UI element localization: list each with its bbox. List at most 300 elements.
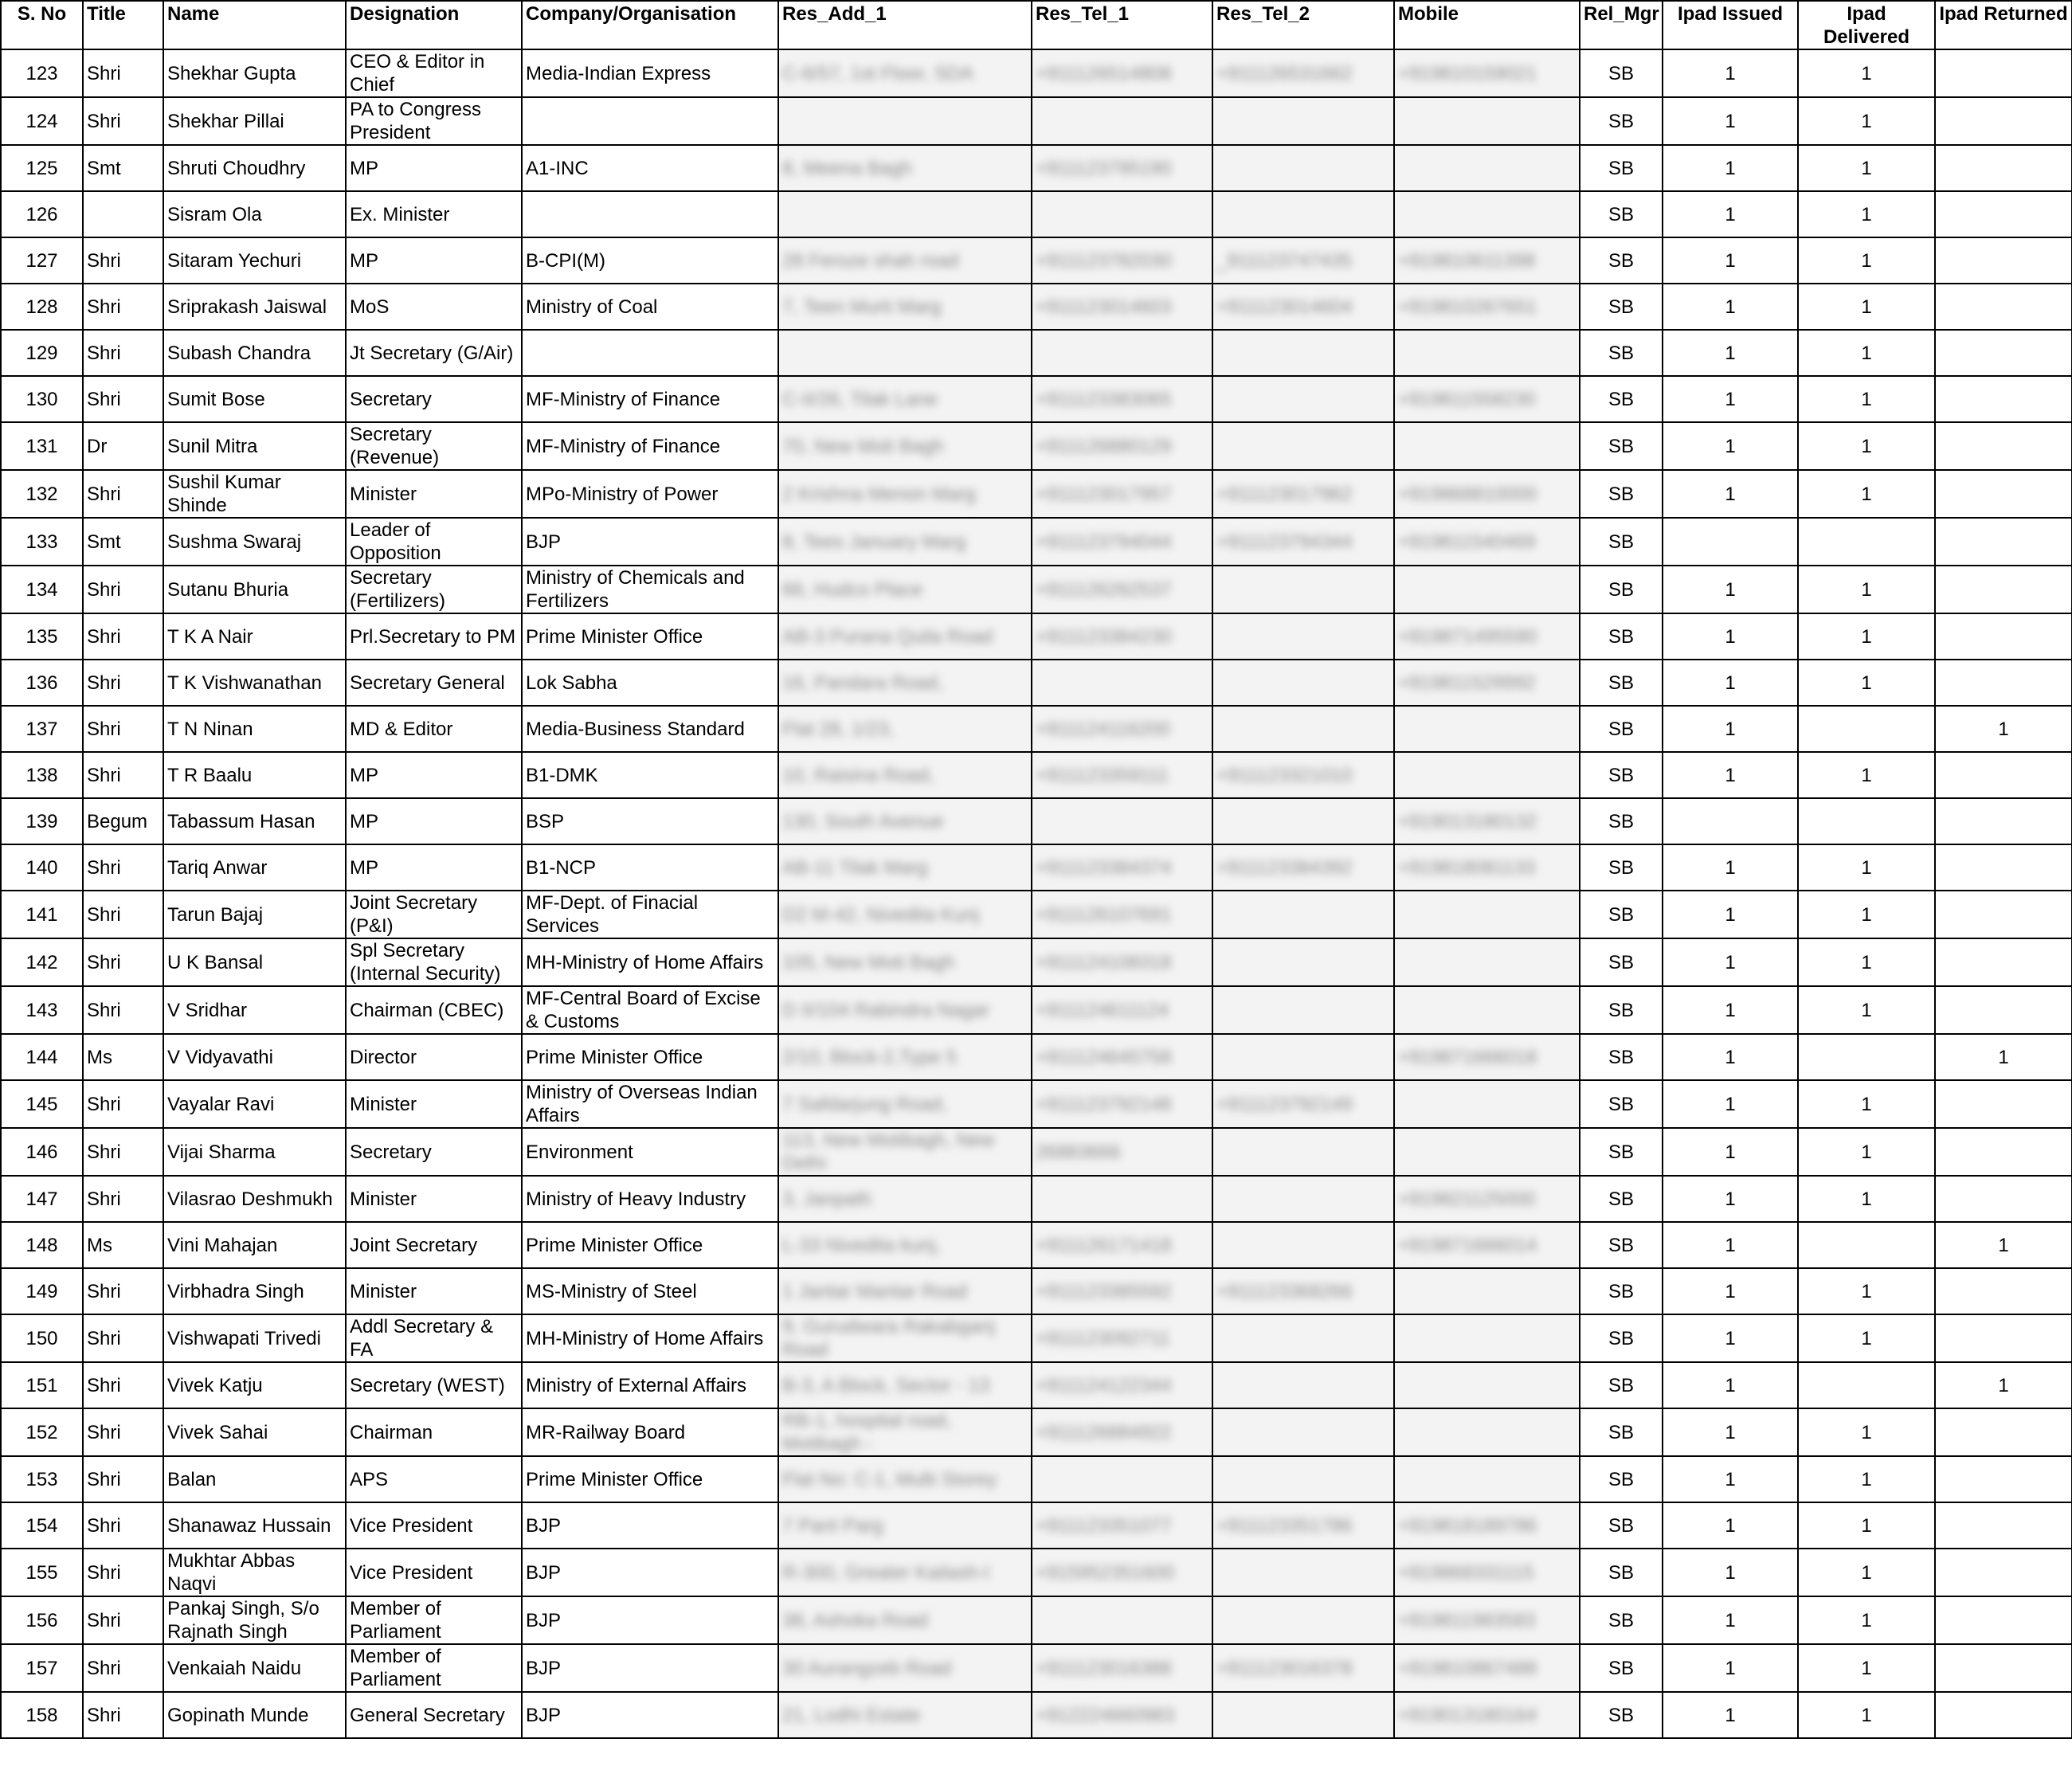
cell-res-tel-1[interactable] bbox=[1032, 1034, 1212, 1080]
cell-res-add[interactable] bbox=[778, 470, 1032, 518]
cell-title[interactable]: Shri bbox=[83, 97, 163, 145]
cell-mobile[interactable] bbox=[1394, 1596, 1580, 1644]
cell-ipad-issued[interactable]: 1 bbox=[1663, 660, 1798, 706]
cell-res-add[interactable] bbox=[778, 1128, 1032, 1176]
cell-ipad-issued[interactable]: 1 bbox=[1663, 97, 1798, 145]
cell-res-tel-2[interactable] bbox=[1212, 706, 1394, 752]
cell-ipad-delivered[interactable]: 1 bbox=[1798, 986, 1935, 1034]
cell-ipad-returned[interactable] bbox=[1935, 1408, 2072, 1456]
cell-rel-mgr[interactable]: SB bbox=[1580, 613, 1663, 660]
cell-title[interactable]: Shri bbox=[83, 284, 163, 330]
cell-ipad-delivered[interactable]: 1 bbox=[1798, 237, 1935, 284]
cell-company[interactable]: Ministry of Heavy Industry bbox=[522, 1176, 778, 1222]
cell-res-add[interactable] bbox=[778, 376, 1032, 422]
cell-company[interactable]: B1-DMK bbox=[522, 752, 778, 798]
cell-ipad-issued[interactable]: 1 bbox=[1663, 470, 1798, 518]
cell-name[interactable]: Tariq Anwar bbox=[163, 844, 346, 891]
cell-ipad-issued[interactable]: 1 bbox=[1663, 145, 1798, 191]
cell-company[interactable]: Media-Indian Express bbox=[522, 49, 778, 97]
cell-designation[interactable]: Chairman bbox=[346, 1408, 522, 1456]
cell-ipad-returned[interactable] bbox=[1935, 1128, 2072, 1176]
cell-ipad-issued[interactable]: 1 bbox=[1663, 1596, 1798, 1644]
cell-sno[interactable]: 131 bbox=[1, 422, 83, 470]
cell-rel-mgr[interactable]: SB bbox=[1580, 1314, 1663, 1362]
cell-rel-mgr[interactable]: SB bbox=[1580, 1502, 1663, 1549]
col-res-tel-2[interactable]: Res_Tel_2 bbox=[1212, 1, 1394, 49]
cell-designation[interactable]: Secretary bbox=[346, 1128, 522, 1176]
cell-ipad-delivered[interactable]: 1 bbox=[1798, 1596, 1935, 1644]
cell-designation[interactable]: APS bbox=[346, 1456, 522, 1502]
cell-sno[interactable]: 130 bbox=[1, 376, 83, 422]
cell-designation[interactable]: MP bbox=[346, 237, 522, 284]
cell-ipad-returned[interactable] bbox=[1935, 1502, 2072, 1549]
cell-rel-mgr[interactable]: SB bbox=[1580, 49, 1663, 97]
cell-ipad-returned[interactable] bbox=[1935, 518, 2072, 566]
cell-res-tel-1[interactable] bbox=[1032, 422, 1212, 470]
cell-sno[interactable]: 132 bbox=[1, 470, 83, 518]
cell-rel-mgr[interactable]: SB bbox=[1580, 1034, 1663, 1080]
cell-res-tel-2[interactable] bbox=[1212, 49, 1394, 97]
cell-ipad-issued[interactable]: 1 bbox=[1663, 1128, 1798, 1176]
cell-designation[interactable]: Minister bbox=[346, 470, 522, 518]
cell-res-tel-2[interactable] bbox=[1212, 938, 1394, 986]
cell-rel-mgr[interactable]: SB bbox=[1580, 330, 1663, 376]
cell-ipad-delivered[interactable]: 1 bbox=[1798, 891, 1935, 938]
cell-title[interactable]: Shri bbox=[83, 938, 163, 986]
cell-ipad-delivered[interactable]: 1 bbox=[1798, 49, 1935, 97]
cell-ipad-returned[interactable]: 1 bbox=[1935, 1362, 2072, 1408]
cell-company[interactable]: BJP bbox=[522, 1502, 778, 1549]
cell-res-tel-2[interactable] bbox=[1212, 1362, 1394, 1408]
cell-title[interactable]: Shri bbox=[83, 1080, 163, 1128]
cell-ipad-issued[interactable]: 1 bbox=[1663, 1268, 1798, 1314]
cell-res-tel-2[interactable] bbox=[1212, 376, 1394, 422]
cell-sno[interactable]: 145 bbox=[1, 1080, 83, 1128]
cell-designation[interactable]: Secretary (WEST) bbox=[346, 1362, 522, 1408]
cell-res-add[interactable] bbox=[778, 798, 1032, 844]
cell-sno[interactable]: 152 bbox=[1, 1408, 83, 1456]
cell-ipad-returned[interactable] bbox=[1935, 986, 2072, 1034]
cell-designation[interactable]: Leader of Opposition bbox=[346, 518, 522, 566]
cell-mobile[interactable] bbox=[1394, 422, 1580, 470]
cell-ipad-delivered[interactable]: 1 bbox=[1798, 97, 1935, 145]
cell-res-add[interactable] bbox=[778, 1596, 1032, 1644]
cell-title[interactable]: Shri bbox=[83, 1128, 163, 1176]
cell-name[interactable]: Vayalar Ravi bbox=[163, 1080, 346, 1128]
cell-sno[interactable]: 127 bbox=[1, 237, 83, 284]
cell-ipad-delivered[interactable]: 1 bbox=[1798, 1268, 1935, 1314]
cell-company[interactable]: MR-Railway Board bbox=[522, 1408, 778, 1456]
cell-title[interactable]: Shri bbox=[83, 986, 163, 1034]
cell-ipad-delivered[interactable]: 1 bbox=[1798, 1128, 1935, 1176]
cell-res-tel-2[interactable] bbox=[1212, 986, 1394, 1034]
cell-ipad-delivered[interactable]: 1 bbox=[1798, 660, 1935, 706]
cell-designation[interactable]: Joint Secretary bbox=[346, 1222, 522, 1268]
cell-res-add[interactable] bbox=[778, 1222, 1032, 1268]
cell-ipad-issued[interactable]: 1 bbox=[1663, 1222, 1798, 1268]
cell-name[interactable]: V Sridhar bbox=[163, 986, 346, 1034]
cell-rel-mgr[interactable]: SB bbox=[1580, 938, 1663, 986]
cell-sno[interactable]: 155 bbox=[1, 1549, 83, 1596]
cell-res-add[interactable] bbox=[778, 330, 1032, 376]
cell-res-tel-1[interactable] bbox=[1032, 1176, 1212, 1222]
cell-res-tel-2[interactable] bbox=[1212, 566, 1394, 613]
cell-ipad-returned[interactable]: 1 bbox=[1935, 706, 2072, 752]
cell-ipad-delivered[interactable]: 1 bbox=[1798, 1549, 1935, 1596]
cell-res-tel-2[interactable] bbox=[1212, 1596, 1394, 1644]
cell-title[interactable]: Shri bbox=[83, 1549, 163, 1596]
cell-mobile[interactable] bbox=[1394, 1222, 1580, 1268]
cell-mobile[interactable] bbox=[1394, 1314, 1580, 1362]
cell-res-tel-1[interactable] bbox=[1032, 1502, 1212, 1549]
cell-res-add[interactable] bbox=[778, 284, 1032, 330]
cell-title[interactable]: Shri bbox=[83, 1176, 163, 1222]
cell-res-tel-2[interactable] bbox=[1212, 284, 1394, 330]
cell-res-add[interactable] bbox=[778, 1034, 1032, 1080]
cell-company[interactable]: BJP bbox=[522, 1692, 778, 1738]
cell-res-tel-2[interactable] bbox=[1212, 518, 1394, 566]
cell-ipad-delivered[interactable] bbox=[1798, 518, 1935, 566]
cell-company[interactable]: MPo-Ministry of Power bbox=[522, 470, 778, 518]
cell-title[interactable]: Shri bbox=[83, 1502, 163, 1549]
cell-rel-mgr[interactable]: SB bbox=[1580, 660, 1663, 706]
cell-mobile[interactable] bbox=[1394, 798, 1580, 844]
cell-mobile[interactable] bbox=[1394, 1549, 1580, 1596]
cell-designation[interactable]: Joint Secretary (P&I) bbox=[346, 891, 522, 938]
cell-rel-mgr[interactable]: SB bbox=[1580, 1408, 1663, 1456]
cell-name[interactable]: T K Vishwanathan bbox=[163, 660, 346, 706]
cell-company[interactable]: A1-INC bbox=[522, 145, 778, 191]
cell-name[interactable]: Shekhar Pillai bbox=[163, 97, 346, 145]
cell-mobile[interactable] bbox=[1394, 330, 1580, 376]
cell-ipad-issued[interactable]: 1 bbox=[1663, 938, 1798, 986]
cell-designation[interactable]: Member of Parliament bbox=[346, 1644, 522, 1692]
cell-res-tel-2[interactable] bbox=[1212, 191, 1394, 237]
cell-mobile[interactable] bbox=[1394, 566, 1580, 613]
cell-res-tel-2[interactable] bbox=[1212, 145, 1394, 191]
cell-ipad-delivered[interactable]: 1 bbox=[1798, 191, 1935, 237]
cell-ipad-returned[interactable] bbox=[1935, 566, 2072, 613]
cell-designation[interactable]: MP bbox=[346, 798, 522, 844]
cell-title[interactable]: Shri bbox=[83, 660, 163, 706]
cell-mobile[interactable] bbox=[1394, 191, 1580, 237]
cell-res-add[interactable] bbox=[778, 1502, 1032, 1549]
cell-ipad-delivered[interactable]: 1 bbox=[1798, 1502, 1935, 1549]
cell-res-add[interactable] bbox=[778, 1549, 1032, 1596]
cell-res-tel-2[interactable] bbox=[1212, 1549, 1394, 1596]
cell-rel-mgr[interactable]: SB bbox=[1580, 891, 1663, 938]
cell-rel-mgr[interactable]: SB bbox=[1580, 844, 1663, 891]
cell-title[interactable]: Shri bbox=[83, 1596, 163, 1644]
col-title[interactable]: Title bbox=[83, 1, 163, 49]
cell-mobile[interactable] bbox=[1394, 1408, 1580, 1456]
cell-company[interactable] bbox=[522, 330, 778, 376]
cell-name[interactable]: Vini Mahajan bbox=[163, 1222, 346, 1268]
cell-mobile[interactable] bbox=[1394, 1034, 1580, 1080]
cell-name[interactable]: Tarun Bajaj bbox=[163, 891, 346, 938]
cell-res-tel-2[interactable] bbox=[1212, 1644, 1394, 1692]
cell-rel-mgr[interactable]: SB bbox=[1580, 518, 1663, 566]
cell-rel-mgr[interactable]: SB bbox=[1580, 1549, 1663, 1596]
cell-res-add[interactable] bbox=[778, 1456, 1032, 1502]
cell-res-tel-2[interactable] bbox=[1212, 1222, 1394, 1268]
cell-ipad-returned[interactable] bbox=[1935, 891, 2072, 938]
cell-mobile[interactable] bbox=[1394, 49, 1580, 97]
cell-mobile[interactable] bbox=[1394, 376, 1580, 422]
col-designation[interactable]: Designation bbox=[346, 1, 522, 49]
cell-title[interactable]: Shri bbox=[83, 844, 163, 891]
cell-res-tel-2[interactable] bbox=[1212, 1408, 1394, 1456]
cell-ipad-issued[interactable]: 1 bbox=[1663, 752, 1798, 798]
cell-res-tel-1[interactable] bbox=[1032, 376, 1212, 422]
cell-ipad-delivered[interactable]: 1 bbox=[1798, 330, 1935, 376]
cell-ipad-delivered[interactable]: 1 bbox=[1798, 1692, 1935, 1738]
cell-designation[interactable]: Prl.Secretary to PM bbox=[346, 613, 522, 660]
cell-company[interactable]: Media-Business Standard bbox=[522, 706, 778, 752]
cell-res-add[interactable] bbox=[778, 1362, 1032, 1408]
cell-mobile[interactable] bbox=[1394, 470, 1580, 518]
col-ipad-delivered[interactable]: Ipad Delivered bbox=[1798, 1, 1935, 49]
cell-title[interactable]: Begum bbox=[83, 798, 163, 844]
cell-mobile[interactable] bbox=[1394, 145, 1580, 191]
cell-rel-mgr[interactable]: SB bbox=[1580, 1362, 1663, 1408]
cell-ipad-delivered[interactable] bbox=[1798, 1222, 1935, 1268]
cell-company[interactable]: Ministry of Overseas Indian Affairs bbox=[522, 1080, 778, 1128]
cell-designation[interactable]: MP bbox=[346, 844, 522, 891]
col-res-add[interactable]: Res_Add_1 bbox=[778, 1, 1032, 49]
cell-company[interactable]: B1-NCP bbox=[522, 844, 778, 891]
cell-sno[interactable]: 157 bbox=[1, 1644, 83, 1692]
cell-designation[interactable]: MD & Editor bbox=[346, 706, 522, 752]
cell-name[interactable]: Subash Chandra bbox=[163, 330, 346, 376]
cell-ipad-returned[interactable] bbox=[1935, 191, 2072, 237]
cell-title[interactable]: Shri bbox=[83, 237, 163, 284]
cell-name[interactable]: Sunil Mitra bbox=[163, 422, 346, 470]
cell-res-tel-1[interactable] bbox=[1032, 1268, 1212, 1314]
cell-name[interactable]: Sitaram Yechuri bbox=[163, 237, 346, 284]
col-name[interactable]: Name bbox=[163, 1, 346, 49]
cell-ipad-delivered[interactable]: 1 bbox=[1798, 752, 1935, 798]
cell-sno[interactable]: 135 bbox=[1, 613, 83, 660]
cell-company[interactable]: B-CPI(M) bbox=[522, 237, 778, 284]
cell-sno[interactable]: 153 bbox=[1, 1456, 83, 1502]
cell-company[interactable] bbox=[522, 191, 778, 237]
cell-name[interactable]: Sriprakash Jaiswal bbox=[163, 284, 346, 330]
cell-name[interactable]: Vishwapati Trivedi bbox=[163, 1314, 346, 1362]
cell-sno[interactable]: 154 bbox=[1, 1502, 83, 1549]
cell-ipad-issued[interactable]: 1 bbox=[1663, 376, 1798, 422]
cell-res-add[interactable] bbox=[778, 1408, 1032, 1456]
cell-ipad-delivered[interactable]: 1 bbox=[1798, 1644, 1935, 1692]
cell-mobile[interactable] bbox=[1394, 660, 1580, 706]
cell-title[interactable]: Shri bbox=[83, 470, 163, 518]
cell-mobile[interactable] bbox=[1394, 518, 1580, 566]
cell-company[interactable]: BSP bbox=[522, 798, 778, 844]
cell-designation[interactable]: General Secretary bbox=[346, 1692, 522, 1738]
cell-ipad-issued[interactable]: 1 bbox=[1663, 1314, 1798, 1362]
cell-name[interactable]: Venkaiah Naidu bbox=[163, 1644, 346, 1692]
cell-company[interactable]: MF-Ministry of Finance bbox=[522, 376, 778, 422]
cell-ipad-delivered[interactable]: 1 bbox=[1798, 422, 1935, 470]
cell-name[interactable]: Vivek Sahai bbox=[163, 1408, 346, 1456]
cell-sno[interactable]: 158 bbox=[1, 1692, 83, 1738]
cell-ipad-returned[interactable] bbox=[1935, 1549, 2072, 1596]
cell-name[interactable]: Virbhadra Singh bbox=[163, 1268, 346, 1314]
cell-res-add[interactable] bbox=[778, 706, 1032, 752]
cell-ipad-delivered[interactable]: 1 bbox=[1798, 938, 1935, 986]
cell-sno[interactable]: 134 bbox=[1, 566, 83, 613]
cell-res-tel-2[interactable] bbox=[1212, 798, 1394, 844]
cell-rel-mgr[interactable]: SB bbox=[1580, 1080, 1663, 1128]
cell-sno[interactable]: 139 bbox=[1, 798, 83, 844]
cell-mobile[interactable] bbox=[1394, 1176, 1580, 1222]
cell-company[interactable]: BJP bbox=[522, 518, 778, 566]
cell-ipad-returned[interactable] bbox=[1935, 145, 2072, 191]
cell-name[interactable]: U K Bansal bbox=[163, 938, 346, 986]
cell-rel-mgr[interactable]: SB bbox=[1580, 1644, 1663, 1692]
cell-name[interactable]: Vivek Katju bbox=[163, 1362, 346, 1408]
cell-rel-mgr[interactable]: SB bbox=[1580, 1596, 1663, 1644]
cell-title[interactable]: Shri bbox=[83, 1362, 163, 1408]
cell-res-tel-2[interactable] bbox=[1212, 891, 1394, 938]
cell-res-add[interactable] bbox=[778, 1176, 1032, 1222]
cell-title[interactable]: Shri bbox=[83, 1644, 163, 1692]
cell-ipad-issued[interactable]: 1 bbox=[1663, 891, 1798, 938]
cell-designation[interactable]: Minister bbox=[346, 1176, 522, 1222]
cell-ipad-returned[interactable] bbox=[1935, 49, 2072, 97]
cell-ipad-issued[interactable]: 1 bbox=[1663, 1080, 1798, 1128]
cell-res-tel-1[interactable] bbox=[1032, 49, 1212, 97]
cell-designation[interactable]: Secretary (Fertilizers) bbox=[346, 566, 522, 613]
cell-title[interactable]: Smt bbox=[83, 518, 163, 566]
cell-res-tel-1[interactable] bbox=[1032, 470, 1212, 518]
cell-res-add[interactable] bbox=[778, 938, 1032, 986]
cell-res-tel-1[interactable] bbox=[1032, 938, 1212, 986]
cell-res-add[interactable] bbox=[778, 752, 1032, 798]
cell-res-tel-2[interactable] bbox=[1212, 1456, 1394, 1502]
cell-name[interactable]: Gopinath Munde bbox=[163, 1692, 346, 1738]
cell-title[interactable]: Shri bbox=[83, 49, 163, 97]
cell-name[interactable]: Balan bbox=[163, 1456, 346, 1502]
cell-name[interactable]: Vilasrao Deshmukh bbox=[163, 1176, 346, 1222]
cell-designation[interactable]: MoS bbox=[346, 284, 522, 330]
cell-name[interactable]: Sumit Bose bbox=[163, 376, 346, 422]
cell-res-tel-1[interactable] bbox=[1032, 1080, 1212, 1128]
cell-ipad-returned[interactable] bbox=[1935, 1080, 2072, 1128]
cell-res-tel-1[interactable] bbox=[1032, 1692, 1212, 1738]
cell-rel-mgr[interactable]: SB bbox=[1580, 1128, 1663, 1176]
cell-rel-mgr[interactable]: SB bbox=[1580, 1176, 1663, 1222]
cell-ipad-returned[interactable] bbox=[1935, 798, 2072, 844]
cell-res-tel-1[interactable] bbox=[1032, 613, 1212, 660]
cell-mobile[interactable] bbox=[1394, 891, 1580, 938]
cell-ipad-returned[interactable] bbox=[1935, 1692, 2072, 1738]
cell-sno[interactable]: 133 bbox=[1, 518, 83, 566]
cell-res-tel-1[interactable] bbox=[1032, 1456, 1212, 1502]
cell-ipad-returned[interactable] bbox=[1935, 470, 2072, 518]
cell-ipad-issued[interactable]: 1 bbox=[1663, 1034, 1798, 1080]
cell-res-tel-1[interactable] bbox=[1032, 1408, 1212, 1456]
cell-res-add[interactable] bbox=[778, 1644, 1032, 1692]
cell-ipad-delivered[interactable] bbox=[1798, 1034, 1935, 1080]
cell-res-tel-2[interactable] bbox=[1212, 1128, 1394, 1176]
cell-title[interactable] bbox=[83, 191, 163, 237]
cell-sno[interactable]: 146 bbox=[1, 1128, 83, 1176]
cell-sno[interactable]: 125 bbox=[1, 145, 83, 191]
col-mobile[interactable]: Mobile bbox=[1394, 1, 1580, 49]
cell-res-tel-1[interactable] bbox=[1032, 1314, 1212, 1362]
cell-name[interactable]: Sutanu Bhuria bbox=[163, 566, 346, 613]
cell-rel-mgr[interactable]: SB bbox=[1580, 284, 1663, 330]
cell-company[interactable]: Prime Minister Office bbox=[522, 1034, 778, 1080]
cell-ipad-returned[interactable] bbox=[1935, 1268, 2072, 1314]
cell-res-tel-1[interactable] bbox=[1032, 284, 1212, 330]
cell-ipad-issued[interactable]: 1 bbox=[1663, 566, 1798, 613]
cell-res-tel-1[interactable] bbox=[1032, 237, 1212, 284]
cell-ipad-issued[interactable]: 1 bbox=[1663, 1644, 1798, 1692]
cell-company[interactable]: BJP bbox=[522, 1549, 778, 1596]
cell-rel-mgr[interactable]: SB bbox=[1580, 1268, 1663, 1314]
cell-company[interactable]: Prime Minister Office bbox=[522, 613, 778, 660]
cell-ipad-returned[interactable] bbox=[1935, 613, 2072, 660]
cell-ipad-delivered[interactable] bbox=[1798, 706, 1935, 752]
cell-sno[interactable]: 150 bbox=[1, 1314, 83, 1362]
cell-ipad-issued[interactable]: 1 bbox=[1663, 1362, 1798, 1408]
cell-ipad-issued[interactable]: 1 bbox=[1663, 1502, 1798, 1549]
cell-res-tel-2[interactable] bbox=[1212, 752, 1394, 798]
cell-ipad-issued[interactable]: 1 bbox=[1663, 422, 1798, 470]
cell-ipad-returned[interactable] bbox=[1935, 284, 2072, 330]
cell-res-add[interactable] bbox=[778, 49, 1032, 97]
cell-ipad-returned[interactable] bbox=[1935, 97, 2072, 145]
cell-sno[interactable]: 140 bbox=[1, 844, 83, 891]
cell-res-add[interactable] bbox=[778, 891, 1032, 938]
cell-designation[interactable]: Secretary bbox=[346, 376, 522, 422]
cell-title[interactable]: Shri bbox=[83, 891, 163, 938]
cell-sno[interactable]: 156 bbox=[1, 1596, 83, 1644]
cell-ipad-returned[interactable] bbox=[1935, 1644, 2072, 1692]
cell-company[interactable] bbox=[522, 97, 778, 145]
cell-ipad-issued[interactable]: 1 bbox=[1663, 49, 1798, 97]
cell-ipad-issued[interactable]: 1 bbox=[1663, 613, 1798, 660]
cell-rel-mgr[interactable]: SB bbox=[1580, 986, 1663, 1034]
cell-title[interactable]: Shri bbox=[83, 566, 163, 613]
cell-ipad-issued[interactable]: 1 bbox=[1663, 1456, 1798, 1502]
cell-sno[interactable]: 143 bbox=[1, 986, 83, 1034]
cell-res-add[interactable] bbox=[778, 1080, 1032, 1128]
cell-ipad-returned[interactable] bbox=[1935, 1456, 2072, 1502]
cell-res-tel-1[interactable] bbox=[1032, 1362, 1212, 1408]
cell-res-tel-2[interactable] bbox=[1212, 660, 1394, 706]
cell-company[interactable]: BJP bbox=[522, 1644, 778, 1692]
cell-res-tel-1[interactable] bbox=[1032, 330, 1212, 376]
cell-sno[interactable]: 128 bbox=[1, 284, 83, 330]
cell-title[interactable]: Shri bbox=[83, 1692, 163, 1738]
cell-mobile[interactable] bbox=[1394, 938, 1580, 986]
cell-mobile[interactable] bbox=[1394, 284, 1580, 330]
cell-company[interactable]: Ministry of Chemicals and Fertilizers bbox=[522, 566, 778, 613]
cell-rel-mgr[interactable]: SB bbox=[1580, 1692, 1663, 1738]
cell-designation[interactable]: Addl Secretary & FA bbox=[346, 1314, 522, 1362]
cell-res-tel-1[interactable] bbox=[1032, 566, 1212, 613]
cell-mobile[interactable] bbox=[1394, 1644, 1580, 1692]
cell-sno[interactable]: 144 bbox=[1, 1034, 83, 1080]
cell-ipad-delivered[interactable]: 1 bbox=[1798, 1176, 1935, 1222]
cell-mobile[interactable] bbox=[1394, 1456, 1580, 1502]
cell-designation[interactable]: Chairman (CBEC) bbox=[346, 986, 522, 1034]
cell-name[interactable]: Sushil Kumar Shinde bbox=[163, 470, 346, 518]
cell-title[interactable]: Smt bbox=[83, 145, 163, 191]
